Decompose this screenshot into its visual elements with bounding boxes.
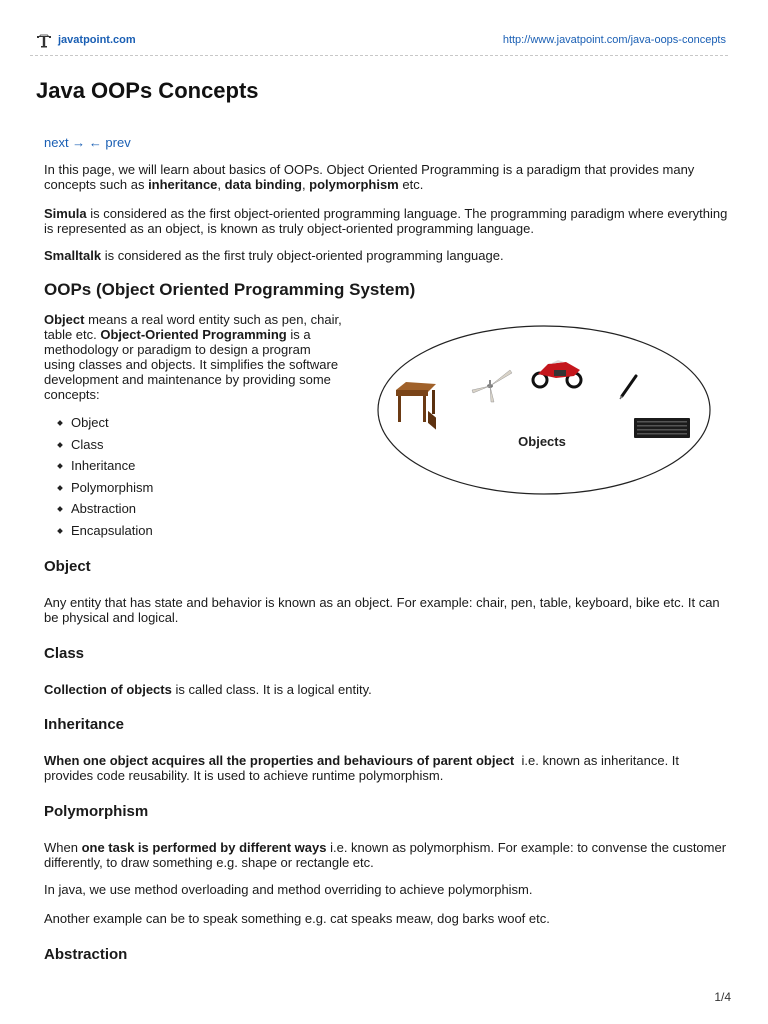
bold-term: Collection of objects (44, 682, 172, 697)
page-url-link[interactable]: http://www.javatpoint.com/java-oops-concepts (502, 34, 726, 46)
objects-ellipse (378, 326, 710, 494)
page-title: Java OOPs Concepts (36, 78, 259, 103)
objects-label: Objects (518, 434, 566, 449)
polymorphism-heading: Polymorphism (44, 803, 149, 820)
bold-term: one task is performed by different ways (81, 840, 327, 855)
inheritance-heading: Inheritance (44, 716, 125, 733)
text-run: i.e. known as polymorphism. For example: to convense the customer differently, to draw something e.g. shape or rectangle etc. (44, 840, 727, 870)
list-item: Polymorphism (44, 477, 153, 499)
pagination-nav (44, 135, 131, 150)
page-header (0, 0, 768, 56)
text-run: i.e. known as inheritance. It provides code reusability. It is used to achieve runtime polymorphism. (44, 753, 683, 783)
text-run: When (44, 840, 82, 855)
bold-term: Object (44, 312, 85, 327)
text-run: is a methodology or paradigm to design a program using classes and objects. It simplifies the software development and maintenance by providing some concepts: (44, 327, 339, 402)
javatpoint-logo-icon (36, 33, 52, 49)
object-paragraph: Any entity that has state and behavior is known as an object. For example: chair, pen, table, keyboard, bike etc. It can be physical and logical. (44, 595, 720, 625)
text-run: , (301, 177, 310, 192)
bold-term: Smalltalk (44, 248, 102, 263)
oops-intro-paragraph (44, 312, 344, 402)
objects-illustration (372, 322, 722, 500)
intro-paragraph-2 (44, 206, 728, 236)
keyboard-icon (634, 418, 690, 438)
prev-link[interactable]: ← prev (88, 135, 131, 150)
list-item: Object (44, 412, 153, 434)
list-item: Encapsulation (44, 520, 153, 542)
list-item: Class (44, 434, 153, 456)
next-link[interactable]: next → (44, 135, 86, 150)
bold-term: data binding (224, 177, 302, 192)
bold-term: Object-Oriented Programming (100, 327, 287, 342)
inheritance-paragraph (44, 753, 728, 783)
intro-paragraph-1 (44, 162, 728, 192)
intro-paragraph-3 (44, 248, 728, 263)
abstraction-heading: Abstraction (44, 946, 128, 963)
class-paragraph (44, 682, 728, 697)
list-item: Abstraction (44, 498, 153, 520)
oops-heading: OOPs (Object Oriented Programming System) (44, 280, 416, 299)
bold-term: When one object acquires all the properties and behaviours of parent object (44, 753, 515, 768)
table-icon (396, 382, 436, 430)
text-run: , (217, 177, 225, 192)
object-heading: Object (44, 558, 91, 575)
motorcycle-icon (533, 360, 581, 387)
polymorphism-paragraph-1 (44, 840, 728, 870)
concept-list (44, 412, 153, 542)
bold-term: Simula (44, 206, 87, 221)
page-number: 1/4 (714, 990, 731, 1004)
text-run: is called class. It is a logical entity. (171, 682, 372, 697)
site-name-link[interactable]: javatpoint.com (58, 34, 136, 46)
text-run: is considered as the first object-oriented programming language. The programming paradigm where everything is represented as an object, is known as truly object-oriented programming language. (44, 206, 728, 236)
text-run: etc. (398, 177, 424, 192)
bold-term: inheritance (148, 177, 218, 192)
class-heading: Class (44, 645, 85, 662)
polymorphism-paragraph-2: In java, we use method overloading and method overriding to achieve polymorphism. (44, 882, 533, 897)
bold-term: polymorphism (309, 177, 399, 192)
list-item: Inheritance (44, 455, 153, 477)
text-run: In this page, we will learn about basics of OOPs. Object Oriented Programming is a paradigm that provides many concepts such as (44, 162, 695, 192)
text-run: means a real word entity such as pen, chair, table etc. (44, 312, 342, 342)
header-divider (30, 55, 728, 56)
polymorphism-paragraph-3: Another example can be to speak something e.g. cat speaks meaw, dog barks woof etc. (44, 911, 550, 926)
pen-icon (620, 376, 636, 399)
text-run: is considered as the first truly object-oriented programming language. (101, 248, 504, 263)
ceiling-fan-icon (472, 370, 512, 402)
